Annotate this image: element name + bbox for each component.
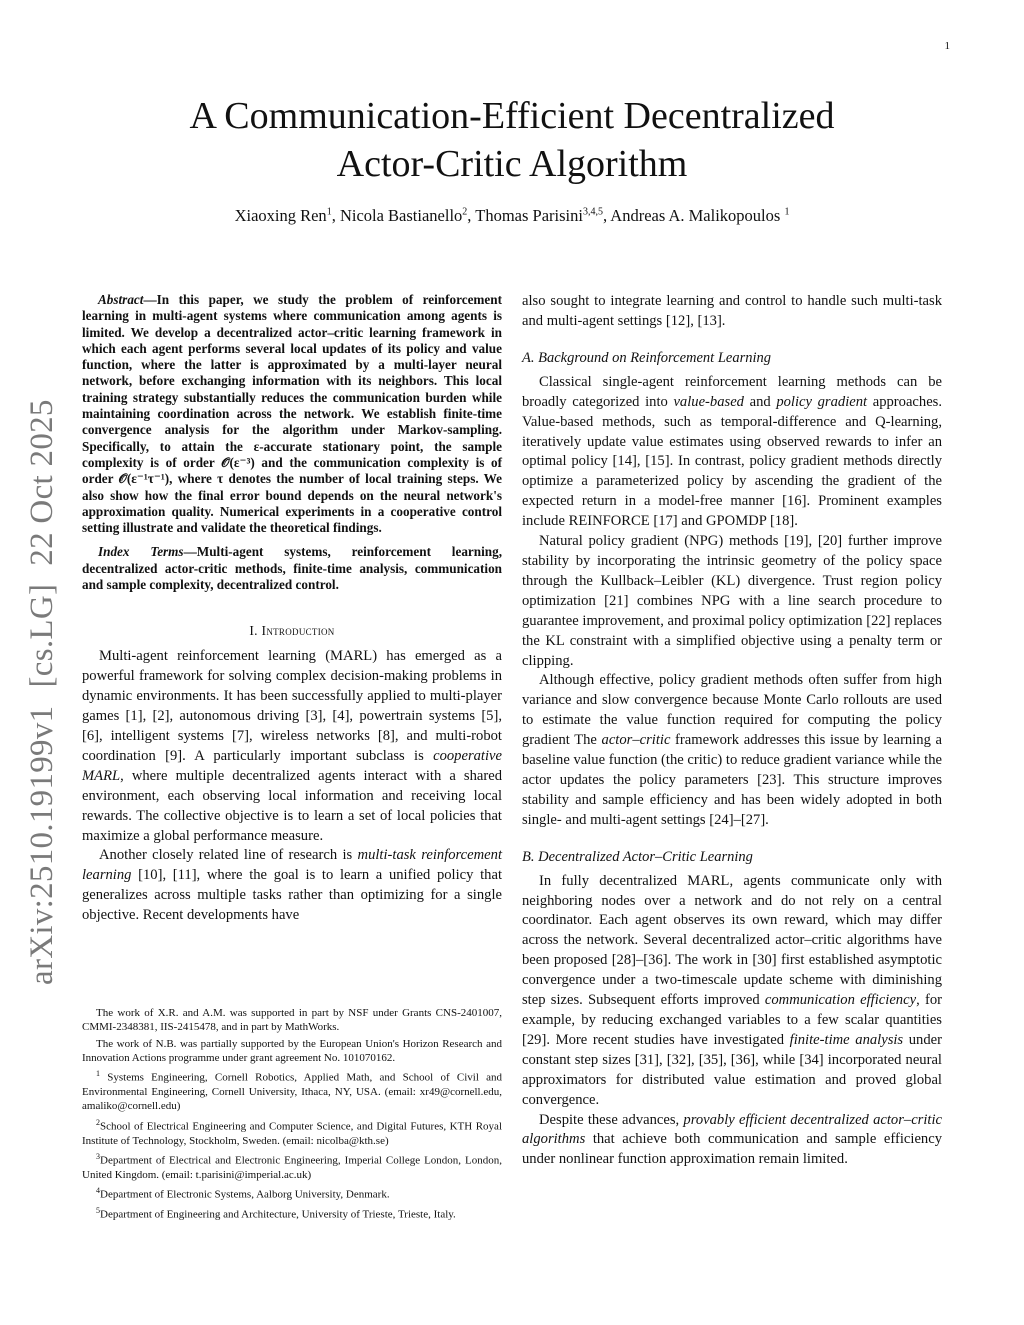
arxiv-id: arXiv:2510.19199v1 <box>24 705 60 985</box>
subsection-heading-background: A. Background on Reinforcement Learning <box>522 349 771 366</box>
author: Xiaoxing Ren$^1$ <box>234 206 332 225</box>
index-terms-label: Index Terms <box>98 544 184 560</box>
decentralized-paragraph-1: In fully decentralized MARL, agents communicate only with neighboring nodes over a network and do not rely on a central coordinator. Each agent observes its own reward, which may differ across the network. Several decentralized actor–critic algorithms have been proposed [28]–[36]. The work in [30] first established asymptotic convergence under a two-timescale update scheme with diminishing step sizes. Subsequent efforts improved communication efficiency, for example, by reducing exchanged variables to a few scalar quantities [29]. More recent studies have investigated finite-time analysis under constant step sizes [31], [32], [35], [36], while [34] incorporated neural approximators for distributed value estimation and proved global convergence. <box>522 872 942 1108</box>
footnote-affiliation-1: $^1$ Systems Engineering, Cornell Robotics, Applied Math, and School of Civil and Environmental Engineering, Cornell University, Ithaca, NY, USA. (email: xr49@cornell.edu, amaliko@cornell.edu) <box>82 1069 502 1113</box>
footnotes <box>82 1006 502 1224</box>
paper-title <box>100 92 924 188</box>
index-terms: Index Terms—Multi-agent systems, reinforcement learning, decentralized actor-critic methods, finite-time analysis, communication and sample complexity, decentralized control. <box>82 544 502 593</box>
abstract-text: In this paper, we study the problem of reinforcement learning in multi-agent systems where communication among agents is limited. We develop a decentralized actor–critic learning framework in which each agent performs several local updates of its policy and value function, where the latter is approximated by a multi-layer neural network, before exchanging information with its neighbors. This local training strategy substantially reduces the communication burden while maintaining coordination across the network. We establish finite-time convergence analysis for the algorithm under Markov-sampling. Specifically, to attain the ε-accurate stationary point, the sample complexity is of order 𝒪(ε⁻³) and the communication complexity is of order 𝒪(ε⁻¹τ⁻¹), where τ denotes the number of local training steps. We also show how the final error bound depends on the neural network's approximation quality. Numerical experiments in a cooperative control setting illustrate and validate the theoretical findings. <box>82 292 502 536</box>
page-number: 1 <box>944 40 950 52</box>
author: Andreas A. Malikopoulos $^1$ <box>610 206 790 225</box>
intro-paragraph-1: Multi-agent reinforcement learning (MARL) has emerged as a powerful framework for solving complex decision-making problems in dynamic environments. It has been successfully applied to multi-player games [1], [2], autonomous driving [3], [4], powertrain systems [5], [6], intelligent systems [7], wireless networks [8], and multi-robot coordination [9]. A particularly important subclass is cooperative MARL, where multiple decentralized agents interact with a shared environment, each observing local information and receiving local rewards. The collective objective is to learn a set of local policies that maximize a global performance measure. <box>82 648 502 844</box>
intro-paragraph-2-continued: also sought to integrate learning and control to handle such multi-task and multi-agent settings [12], [13]. <box>522 293 942 329</box>
arxiv-category: [cs.LG] <box>24 583 60 688</box>
author-list: Xiaoxing Ren$^1$, Nicola Bastianello$^2$, Thomas Parisini$^{3,4,5}$, Andreas A. Malikopoulos $^1$ <box>234 206 790 225</box>
background-paragraph-3: Although effective, policy gradient methods often suffer from high variance and slow convergence because Monte Carlo rollouts are used to estimate the value function required for computing the policy gradient The actor–critic framework addresses this issue by learning a baseline value function (the critic) to reduce gradient variance while the actor updates the policy parameters [23]. This structure improves stability and sample efficiency and has been widely adopted in both single- and multi-agent settings [24]–[27]. <box>522 672 942 828</box>
intro-paragraph-2: Another closely related line of research is multi-task reinforcement learning [10], [11], where the goal is to learn a unified policy that generalizes across multiple tasks rather than optimizing for a single objective. Recent developments have <box>82 847 503 924</box>
right-column <box>522 292 942 1170</box>
title-line-1: A Communication-Efficient Decentralized <box>189 95 835 137</box>
author: Nicola Bastianello$^2$ <box>339 206 468 225</box>
decentralized-paragraph-2: Despite these advances, provably efficient decentralized actor–critic algorithms that achieve both communication and sample efficiency under nonlinear function approximation remain limited. <box>522 1111 942 1168</box>
abstract: Abstract—In this paper, we study the problem of reinforcement learning in multi-agent systems where communication among agents is limited. We develop a decentralized actor–critic learning framework in which each agent performs several local updates of its policy and value function, where the latter is approximated by a multi-layer neural network, before exchanging information with its neighbors. This local training strategy substantially reduces the communication burden while maintaining coordination across the network. We establish finite-time convergence analysis for the algorithm under Markov-sampling. Specifically, to attain the ε-accurate stationary point, the sample complexity is of order 𝒪(ε⁻³) and the communication complexity is of order 𝒪(ε⁻¹τ⁻¹), where τ denotes the number of local training steps. We also show how the final error bound depends on the neural network's approximation quality. Numerical experiments in a cooperative control setting illustrate and validate the theoretical findings. <box>82 292 502 536</box>
left-column <box>82 292 502 926</box>
title-line-2: Actor-Critic Algorithm <box>336 143 688 185</box>
footnote-affiliation-2: $^2$School of Electrical Engineering and Computer Science, and Digital Futures, KTH Royal Institute of Technology, Stockholm, Sweden. (email: nicolba@kth.se) <box>82 1117 502 1147</box>
footnote-affiliation-3: $^3$Department of Electrical and Electronic Engineering, Imperial College London, London, United Kingdom. (email: t.parisini@imperial.ac.uk) <box>82 1151 502 1181</box>
background-paragraph-2: Natural policy gradient (NPG) methods [19], [20] further improve stability by incorporating the intrinsic geometry of the policy space through the Kullback–Leibler (KL) divergence. Trust region policy optimization [21] combines NPG with a line search procedure to guarantee improvement, and proximal policy optimization [22] replaces the KL constraint with a simplified objective using a penalty term or clipping. <box>522 533 942 669</box>
footnote-affiliation-4: $^4$Department of Electronic Systems, Aalborg University, Denmark. <box>96 1186 390 1201</box>
arxiv-date: 22 Oct 2025 <box>24 399 60 566</box>
subsection-heading-decentralized: B. Decentralized Actor–Critic Learning <box>522 848 753 865</box>
footnote-funding-1: The work of X.R. and A.M. was supported in part by NSF under Grants CNS-2401007, CMMI-2348381, IIS-2415478, and in part by MathWorks. <box>82 1007 502 1034</box>
background-paragraph-1: Classical single-agent reinforcement learning methods can be broadly categorized into value-based and policy gradient approaches. Value-based methods, such as temporal-difference and Q-learning, iteratively update value estimates using observed rewards to infer an optimal policy [14], [15]. In contrast, policy gradient methods directly optimize a parameterized policy by ascending the gradient of the expected return in a model-free manner [16]. Prominent examples include REINFORCE [17] and GPOMDP [18]. <box>522 373 943 530</box>
footnote-funding-2: The work of N.B. was partially supported by the European Union's Horizon Research and Innovation Actions programme under grant agreement No. 101070162. <box>82 1037 502 1064</box>
abstract-label: Abstract <box>98 292 144 307</box>
footnote-affiliation-5: $^5$Department of Engineering and Architecture, University of Trieste, Trieste, Italy. <box>96 1206 456 1221</box>
arxiv-side-stamp <box>24 345 68 985</box>
index-terms-text: Multi-agent systems, reinforcement learning, decentralized actor-critic methods, finite-time analysis, communication and sample complexity, decentralized control. <box>82 544 502 593</box>
section-heading-introduction: I. Introduction <box>249 623 335 639</box>
author: Thomas Parisini$^{3,4,5}$ <box>475 206 603 225</box>
